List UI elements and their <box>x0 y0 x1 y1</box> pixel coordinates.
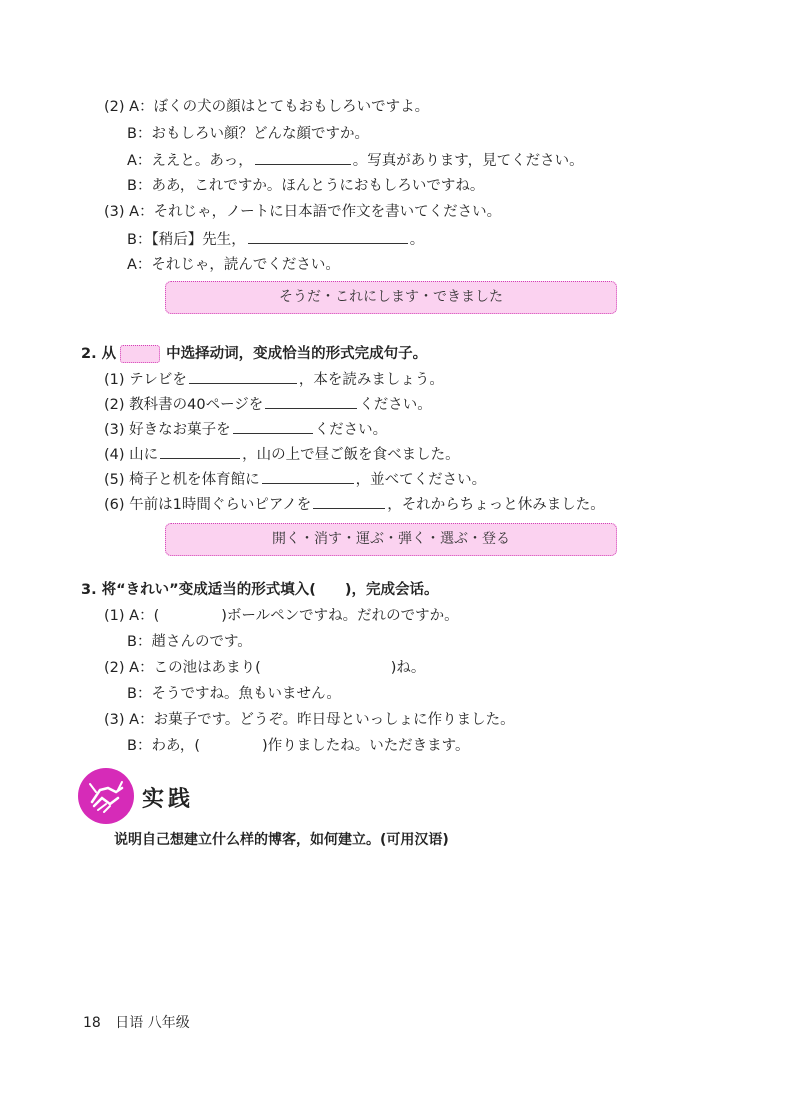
answer-blank[interactable] <box>160 444 240 459</box>
q2-item-prefix: (6) 午前は1時間ぐらいピアノを <box>104 497 312 513</box>
word-bank-box-2: 開く・消す・運ぶ・弾く・選ぶ・登る <box>165 523 617 556</box>
q2-heading-text: 中选择动词，变成恰当的形式完成句子。 <box>166 346 428 362</box>
q2-item-prefix: (4) 山に <box>104 447 159 463</box>
answer-blank[interactable] <box>255 150 351 165</box>
q2-item-prefix: (2) 教科書の40ページを <box>104 397 264 413</box>
ex1-3-line-b1 <box>127 229 424 250</box>
q3-line-3a: (3) A：お菓子です。どうぞ。昨日母といっしょに作りました。 <box>104 712 515 728</box>
q3-2a-prefix: (2) A：この池はあまり( <box>104 660 261 676</box>
q2-heading <box>81 344 427 364</box>
handshake-icon <box>78 768 134 824</box>
practice-title: 实践 <box>142 787 195 812</box>
q2-item-suffix: ください。 <box>359 397 432 413</box>
q2-item-suffix: ください。 <box>314 422 388 438</box>
page-number: 18 <box>83 1015 101 1031</box>
q3-1a-suffix: )ボールペンですね。だれのですか。 <box>221 608 459 624</box>
q3-line-2a <box>104 658 425 678</box>
q2-item-prefix: (5) 椅子と机を体育館に <box>104 472 260 488</box>
q3-heading: 3. 将“きれい”变成适当的形式填入( )，完成会话。 <box>81 582 439 598</box>
answer-blank[interactable] <box>262 469 354 484</box>
ex1-2-line-b1: B：おもしろい顔？どんな顔ですか。 <box>127 126 369 142</box>
q2-item <box>104 494 605 515</box>
ex1-3-line-a1: (3) A：それじゃ，ノートに日本語で作文を書いてください。 <box>104 204 502 220</box>
ex1-3-b1-suffix: 。 <box>409 232 425 248</box>
q2-item <box>104 369 444 390</box>
book-title: 日语 八年级 <box>115 1015 190 1031</box>
answer-blank[interactable] <box>233 419 313 434</box>
ex1-3-b1-prefix: B：【稍后】先生， <box>127 232 246 248</box>
ex1-2-a2-suffix: 。写真があります，見てください。 <box>352 153 584 169</box>
q2-item <box>104 469 486 490</box>
ex1-2-line-b2: B：ああ，これですか。ほんとうにおもしろいですね。 <box>127 178 485 194</box>
page-footer <box>83 1012 190 1032</box>
q2-item-suffix: ，本を読みましょう。 <box>298 372 444 388</box>
ex1-2-line-a1: (2) A：ぼくの犬の顔はとてもおもしろいですよ。 <box>104 99 430 115</box>
answer-blank[interactable] <box>248 229 408 244</box>
word-bank-swatch <box>120 345 160 363</box>
practice-instruction: 说明自己想建立什么样的博客，如何建立。(可用汉语) <box>114 832 449 848</box>
answer-blank[interactable] <box>265 394 357 409</box>
answer-blank[interactable] <box>313 494 385 509</box>
word-bank-box-1: そうだ・これにします・できました <box>165 281 617 314</box>
ex1-2-line-a2 <box>127 150 584 171</box>
q3-line-1b: B：趙さんのです。 <box>127 634 252 650</box>
q2-item <box>104 444 460 465</box>
q2-heading-prefix: 2. 从 <box>81 346 117 362</box>
ex1-3-line-a2: A：それじゃ，読んでください。 <box>127 257 340 273</box>
q2-item-prefix: (1) テレビを <box>104 372 187 388</box>
q3-line-1a <box>104 606 459 626</box>
q2-item-suffix: ，並べてください。 <box>355 472 487 488</box>
answer-blank[interactable] <box>189 369 297 384</box>
q3-line-2b: B：そうですね。魚もいません。 <box>127 686 341 702</box>
q3-1a-prefix: (1) A：( <box>104 608 160 624</box>
ex1-2-a2-prefix: A：ええと。あっ， <box>127 153 253 169</box>
q3-3b-suffix: )作りましたね。いただきます。 <box>262 738 470 754</box>
q2-item-prefix: (3) 好きなお菓子を <box>104 422 231 438</box>
q2-item-suffix: ，それからちょっと休みました。 <box>387 497 605 513</box>
q3-3b-prefix: B：わあ，( <box>127 738 201 754</box>
q2-item <box>104 419 387 440</box>
q3-2a-suffix: )ね。 <box>390 660 426 676</box>
q2-item-suffix: ，山の上で昼ご飯を食べました。 <box>242 447 460 463</box>
q2-item <box>104 394 432 415</box>
q3-line-3b <box>127 736 470 756</box>
